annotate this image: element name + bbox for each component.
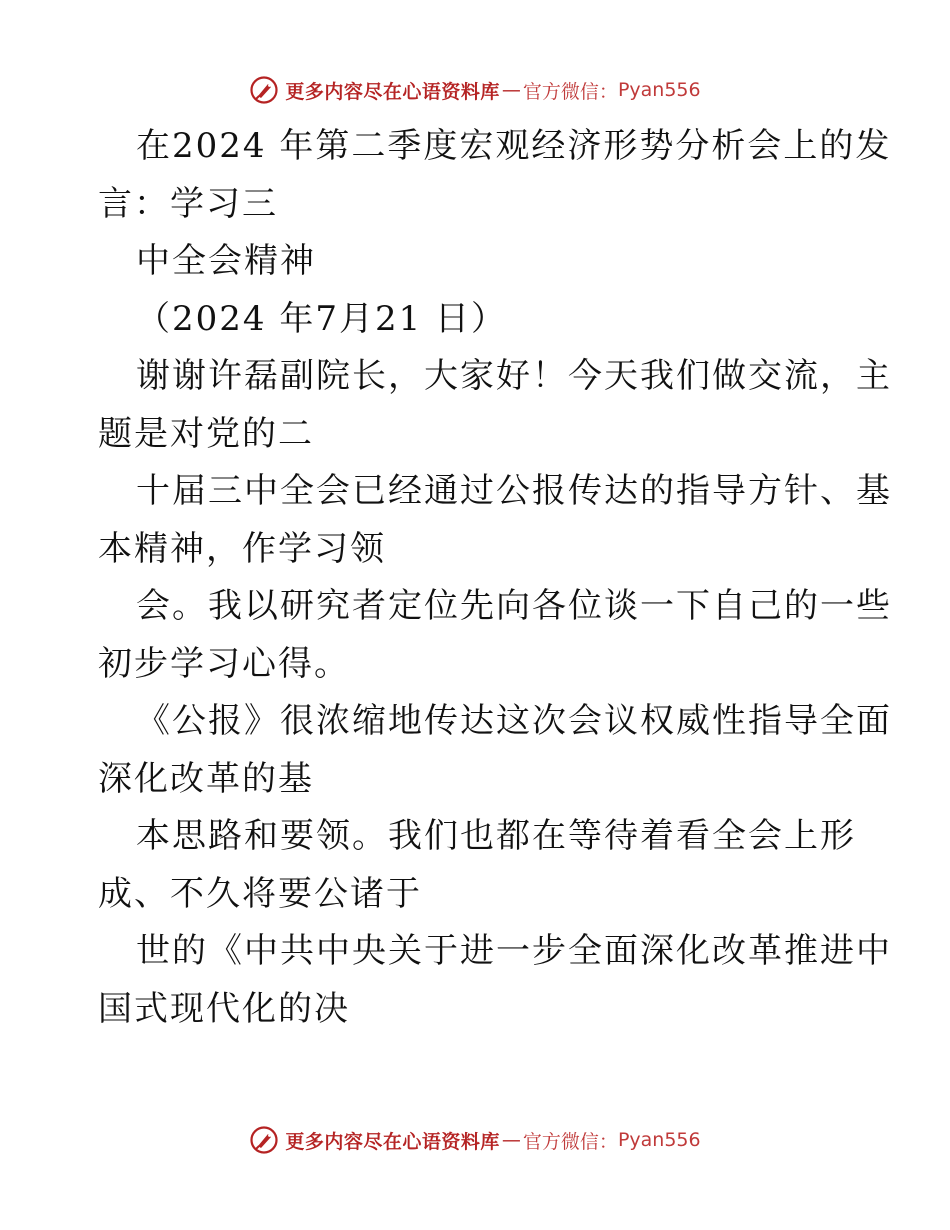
- banner-separator: —: [501, 79, 521, 101]
- paragraph-line: 深化改革的基: [98, 758, 314, 799]
- banner-brand: 更多内容尽在心语资料库: [285, 80, 500, 103]
- title-line: 中全会精神: [136, 241, 316, 281]
- banner-wechat-id: Pyan556: [617, 79, 701, 101]
- paragraph-line: 国式现代化的决: [98, 988, 350, 1029]
- footer-banner: [0, 1120, 950, 1160]
- paragraph-line: 谢谢许磊副院长，大家好！今天我们做交流，主: [136, 356, 892, 396]
- fountain-pen-seal-icon: [249, 75, 279, 105]
- banner-wechat-label: 官方微信：: [522, 1130, 618, 1153]
- paragraph-line: 成、不久将要公诸于: [98, 873, 422, 914]
- fountain-pen-seal-icon: [249, 1125, 279, 1155]
- paragraph-line: 世的《中共中央关于进一步全面深化改革推进中: [136, 931, 892, 971]
- paragraph-line: 《公报》很浓缩地传达这次会议权威性指导全面: [136, 701, 892, 741]
- title-line: 言：学习三: [98, 183, 278, 224]
- paragraph-line: 十届三中全会已经通过公报传达的指导方针、基: [136, 471, 892, 511]
- paragraph-line: 题是对党的二: [98, 413, 314, 454]
- banner-wechat-id: Pyan556: [617, 1129, 701, 1151]
- banner-brand: 更多内容尽在心语资料库: [285, 1130, 500, 1153]
- banner-separator: —: [501, 1129, 521, 1151]
- title-line: 在2024 年第二季度宏观经济形势分析会上的发: [136, 126, 892, 166]
- header-banner: [0, 70, 950, 110]
- paragraph-line: 会。我以研究者定位先向各位谈一下自己的一些: [136, 586, 892, 626]
- banner-wechat-label: 官方微信：: [522, 80, 618, 103]
- paragraph-line: 本精神，作学习领: [98, 528, 386, 569]
- paragraph-line: 初步学习心得。: [98, 643, 350, 684]
- paragraph-line: 本思路和要领。我们也都在等待着看全会上形: [136, 816, 856, 856]
- document-body: [98, 118, 892, 1038]
- date-line: （2024 年7月21 日）: [136, 298, 508, 339]
